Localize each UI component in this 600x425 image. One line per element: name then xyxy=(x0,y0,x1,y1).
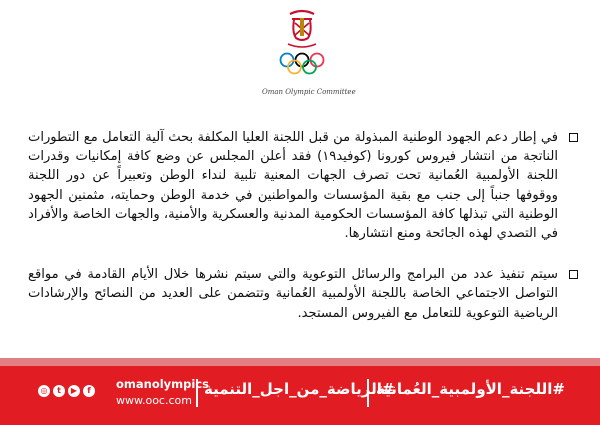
social-icons xyxy=(38,385,95,397)
bullet-square-icon xyxy=(569,133,578,142)
hashtag-sport-for-development: #الرياضة_من_اجل_التنمية xyxy=(204,380,395,398)
twitter-icon[interactable]: t xyxy=(53,385,65,397)
website-link[interactable]: www.ooc.com xyxy=(116,394,192,407)
paragraph-2 xyxy=(28,265,580,323)
statement-body xyxy=(28,128,580,323)
logo-emblem-icon xyxy=(262,6,342,88)
hashtag-oman-olympic-committee: #اللجنة_الأولمبية_العُمانية xyxy=(376,380,565,398)
oman-olympic-committee-logo xyxy=(262,6,356,106)
footer-bar xyxy=(0,366,600,425)
facebook-icon[interactable]: f xyxy=(83,385,95,397)
paragraph-1-text: في إطار دعم الجهود الوطنية المبذولة من قبل اللجنة العليا المكلفة بحث آلية التعامل مع التطورات الناتجة من انتشار فيروس كورونا (كوفيد١٩) فقد أعلن المجلس عن وضع كافة إمكانيات وقدرات اللجنة الأولمبية العُمانية تحت تصرف الجهات المعنية تلبية لنداء الوطن وتعبيراً عن دور اللجنة ووقوفها جنباً إلى جنب مع بقية المؤسسات والمواطنين في خدمة الوطن وحمايته، مثمنين الجهود الوطنية التي تبذلها كافة المؤسسات الحكومية المدنية والعسكرية والأمنية، والجهات الخاصة والأفراد في التصدي لهذه الجائحة ومنع انتشارها. xyxy=(28,130,558,242)
logo-caption: Oman Olympic Committee xyxy=(262,88,356,96)
youtube-icon[interactable]: ▶ xyxy=(68,385,80,397)
social-handle: omanolympics xyxy=(116,377,209,391)
paragraph-2-text: سيتم تنفيذ عدد من البرامج والرسائل التوعوية والتي سيتم نشرها خلال الأيام القادمة في مواقع التواصل الاجتماعي الخاصة باللجنة الأولمبية العُمانية وتتضمن على العديد من النصائح والإرشادات الرياضية التوعوية للتعامل مع الفيروس المستجد. xyxy=(28,267,558,321)
instagram-icon[interactable]: ◎ xyxy=(38,385,50,397)
bullet-square-icon xyxy=(569,270,578,279)
paragraph-1 xyxy=(28,128,580,243)
